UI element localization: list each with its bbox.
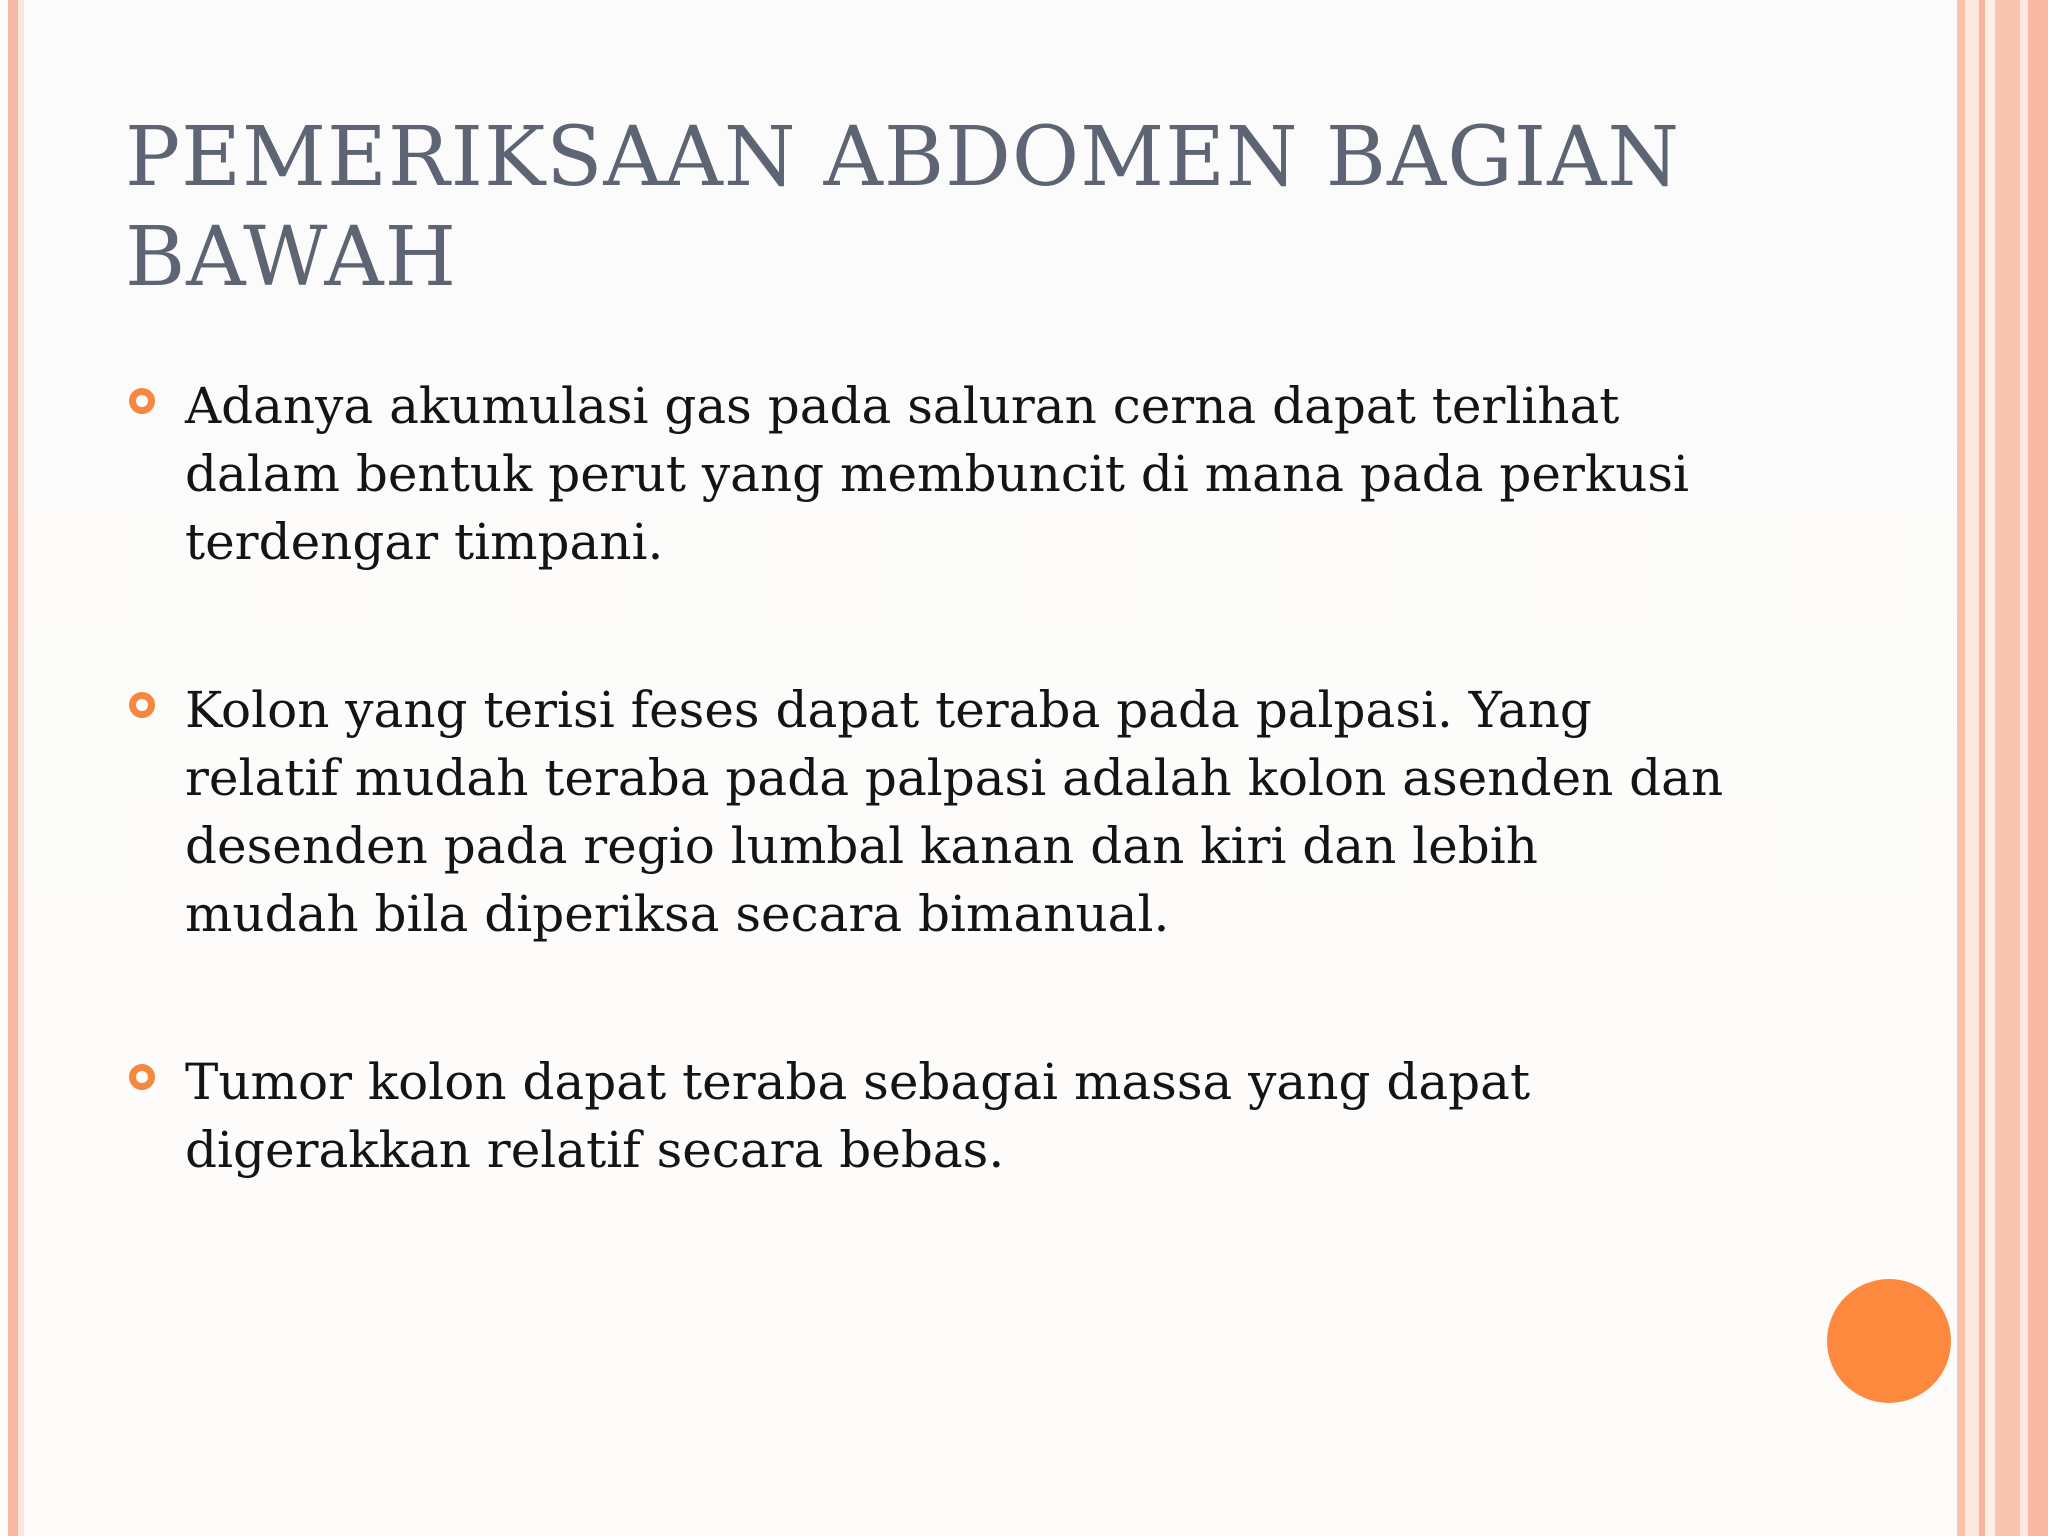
ring-bullet-icon [129, 1064, 155, 1090]
decorative-circle [1827, 1279, 1951, 1403]
bullet-text: Adanya akumulasi gas pada saluran cerna dapat terlihat dalam bentuk perut yang membuncit di mana pada perkusi terdengar timpani. [185, 377, 1690, 571]
right-border-stripe [1985, 0, 1995, 1536]
left-border-stripe-inner [18, 0, 24, 1536]
right-border-stripe [1957, 0, 1965, 1536]
slide-title: PEMERIKSAAN ABDOMEN BAGIAN BAWAH [125, 110, 1681, 305]
bullet-item [125, 372, 1725, 576]
ring-bullet-icon [129, 388, 155, 414]
bullet-text: Kolon yang terisi feses dapat teraba pada palpasi. Yang relatif mudah teraba pada palpasi adalah kolon asenden dan desenden pada regio lumbal kanan dan kiri dan lebih mudah bila diperiksa secara bimanual. [185, 681, 1724, 943]
bullet-item [125, 676, 1725, 948]
right-border-stripe [2020, 0, 2028, 1536]
ring-bullet-icon [129, 692, 155, 718]
bullet-list [125, 372, 1725, 1184]
right-border-stripe [1995, 0, 2020, 1536]
left-border-stripe [8, 0, 18, 1536]
bullet-text: Tumor kolon dapat teraba sebagai massa yang dapat digerakkan relatif secara bebas. [185, 1053, 1531, 1179]
right-border-stripe [1965, 0, 1979, 1536]
right-border-stripe [2028, 0, 2048, 1536]
bullet-item [125, 1048, 1725, 1184]
